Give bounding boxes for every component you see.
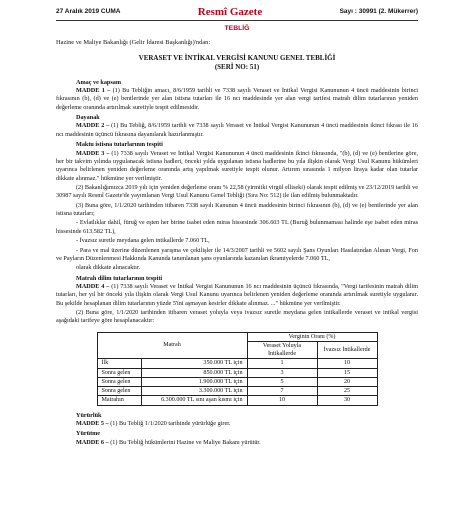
article-3-item-2: - İvazsız suretle meydana gelen intikallerde 7.060 TL,	[76, 237, 210, 245]
article-3-item-3: - Para ve mal üzerine düzenlenen yarışma ve çekilişler ile 14/3/2007 tarihli ve 5602 sayılı Şans Oyunları Hasılatından Alınan Vergi, Fon ve Payların Düzenlenmesi Hakkında Kanunda tanımlanan şans oyunlarında kazanılan ikramiyelerde 7.060 TL,	[56, 246, 418, 262]
row-ivazsiz-rate: 25	[317, 387, 377, 396]
table-row	[97, 359, 377, 368]
article-3-para-2: (2) Bakanlığımızca 2019 yılı için yeniden değerleme oranı % 22,58 (yirmiiki virgül elliseki) olarak tespit edilmiş ve 23/12/2019 tarihli ve 30987 sayılı Resmî Gazete'de yayımlanan Vergi Usul Kanunu Genel Tebliği (Sıra No: 512) ile ilan edilmiş bulunmaktadır.	[56, 184, 418, 200]
article-3	[56, 150, 418, 183]
article-2-text: (1) Bu Tebliğ, 8/6/1959 tarihli ve 7338 sayılı Veraset ve İntikal Vergisi Kanununun 4 üncü maddesinin ikinci fıkrası ile 16 ncı maddesinin üçüncü fıkrasına dayanılarak hazırlanmıştır.	[56, 122, 419, 138]
article-2	[56, 122, 418, 139]
column-header-veraset: Veraset Yoluyla İntikallerde	[247, 341, 317, 358]
masthead-rule	[56, 20, 418, 21]
row-veraset-rate: 7	[247, 387, 317, 396]
column-header-ivazsiz: İvazsız İntikallerde	[317, 341, 377, 358]
row-amount: 850.000 TL için	[141, 368, 247, 377]
table-row	[97, 368, 377, 377]
table-row	[97, 396, 377, 405]
article-2-label: MADDE 2 –	[76, 122, 110, 130]
row-label: Sonra gelen	[97, 387, 141, 396]
article-1-text: (1) Bu Tebliğin amacı, 8/6/1959 tarihli ve 7338 sayılı Veraset ve İntikal Vergisi Kanununun 4 üncü maddesinin birinci fıkrasının (b), (d) ve (e) bentlerinde yer alan istisna tutarları ile 16 ncı maddesinde yer alan vergi tarifesi matrah dilim tutarlarının yeniden değerleme oranında artırılmak suretiyle tespit edilmesidir.	[56, 87, 419, 111]
heading-amac: Amaç ve kapsam	[76, 78, 122, 86]
article-6-text: (1) Bu Tebliğ hükümlerini Hazine ve Maliye Bakanı yürütür.	[110, 438, 261, 446]
article-1	[56, 87, 418, 112]
issue-number: Sayı : 30991 (2. Mükerrer)	[339, 7, 418, 15]
heading-dayanak: Dayanak	[76, 114, 100, 122]
heading-yururluk: Yürürlük	[76, 411, 102, 419]
row-amount: 1.900.000 TL için	[141, 377, 247, 386]
row-ivazsiz-rate: 20	[317, 377, 377, 386]
document-subtitle: (SERİ NO: 51)	[214, 63, 260, 72]
column-group-header: Verginin Oranı (%)	[247, 332, 377, 341]
article-3-closing: olarak dikkate alınacaktır.	[76, 264, 141, 272]
article-5-label: MADDE 5 –	[76, 419, 109, 427]
heading-maktu: Maktu istisna tutarlarının tespiti	[76, 141, 163, 149]
article-3-text: (1) 7338 sayılı Veraset ve İntikal Vergisi Kanununun 4 üncü maddesinin ikinci fıkrasında, "(b), (d) ve (e) bentlerine göre, her bir takvim yılında uygulanacak istisna hadleri, önceki yılda uygulanan istisna hadlerine bu yıla ilişkin olarak Vergi Usul Kanunu hükümleri uyarınca belirlenen yeniden değerleme oranında artış yapılmak suretiyle tespit olunur. Artırım sırasında 1 milyon liraya kadar olan tutarlar dikkate alınmaz." hükmüne yer verilmiştir.	[56, 149, 418, 182]
row-veraset-rate: 5	[247, 377, 317, 386]
row-amount: 350.000 TL için	[141, 359, 247, 368]
issuer-line: Hazine ve Maliye Bakanlığı (Gelir İdaresi Başkanlığı)'ndan:	[56, 39, 211, 47]
row-label: Sonra gelen	[97, 368, 141, 377]
section-label: TEBLİĞ	[224, 25, 250, 32]
row-label: İlk	[97, 359, 141, 368]
heading-matrah: Matrah dilim tutarlarının tespiti	[76, 274, 163, 282]
heading-yurutme: Yürütme	[76, 430, 101, 438]
article-3-label: MADDE 3 –	[76, 149, 110, 157]
article-4	[56, 283, 418, 308]
article-5-text: (1) Bu Tebliğ 1/1/2020 tarihinde yürürlüğe girer.	[110, 419, 231, 427]
row-amount: 3.300.000 TL için	[141, 387, 247, 396]
row-label: Matrahın	[97, 396, 141, 405]
row-amount: 6.300.000 TL sını aşan kısmı için	[141, 396, 247, 405]
row-label: Sonra gelen	[97, 377, 141, 386]
article-4-text: (1) 7338 sayılı Veraset ve İntikal Vergisi Kanununun 16 ncı maddesinin üçüncü fıkrasında, "Vergi tarifesinin matrah dilim tutarları, her yıl bir önceki yıla ilişkin olarak Vergi Usul Kanunu uyarınca belirlenen yeniden değerleme oranında artırılmak suretiyle uygulanır. Bu şekilde hesaplanan dilim tutarlarının yüzde 5'ini aşmayan kesirler dikkate alınmaz. ..." hükmüne yer verilmiştir.	[56, 282, 419, 307]
masthead	[56, 6, 418, 18]
row-ivazsiz-rate: 30	[317, 396, 377, 405]
article-5	[56, 420, 418, 428]
table-header-row	[97, 332, 377, 341]
article-6-label: MADDE 6 –	[76, 438, 109, 446]
table-row	[97, 387, 377, 396]
article-1-label: MADDE 1 –	[76, 87, 111, 95]
article-3-para-3: (3) Buna göre, 1/1/2020 tarihinden itibaren 7338 sayılı Kanunun 4 üncü maddesinin birinci fıkrasının (b), (d) ve (e) bentlerinde yer alan istisna tutarları;	[56, 201, 418, 218]
row-ivazsiz-rate: 10	[317, 359, 377, 368]
row-veraset-rate: 3	[247, 368, 317, 377]
tax-rate-table	[97, 332, 378, 406]
table-row	[97, 377, 377, 386]
row-veraset-rate: 10	[247, 396, 317, 405]
issue-date: 27 Aralık 2019 CUMA	[56, 7, 121, 15]
document-title: VERASET VE İNTİKAL VERGİSİ KANUNU GENEL TEBLİĞİ	[138, 53, 336, 62]
row-veraset-rate: 1	[247, 359, 317, 368]
gazette-title: Resmî Gazete	[197, 5, 263, 18]
column-header-matrah: Matrah	[97, 332, 247, 359]
article-6	[56, 439, 418, 447]
row-ivazsiz-rate: 15	[317, 368, 377, 377]
article-4-label: MADDE 4 –	[76, 282, 110, 290]
article-4-para-2: (2) Buna göre, 1/1/2020 tarihinden itibaren veraset yoluyla veya ivazsız suretle meydana gelen intikallerde veraset ve intikal vergisi aşağıdaki tarifeye göre hesaplanacaktır:	[56, 309, 418, 325]
article-3-item-1: - Evlatlıklar dahil, füruğ ve eşten her birine isabet eden miras hissesinde 306.603 TL (Buruğ bulunmaması halinde eşe isabet eden miras hissesinde 613.582 TL),	[56, 219, 418, 235]
